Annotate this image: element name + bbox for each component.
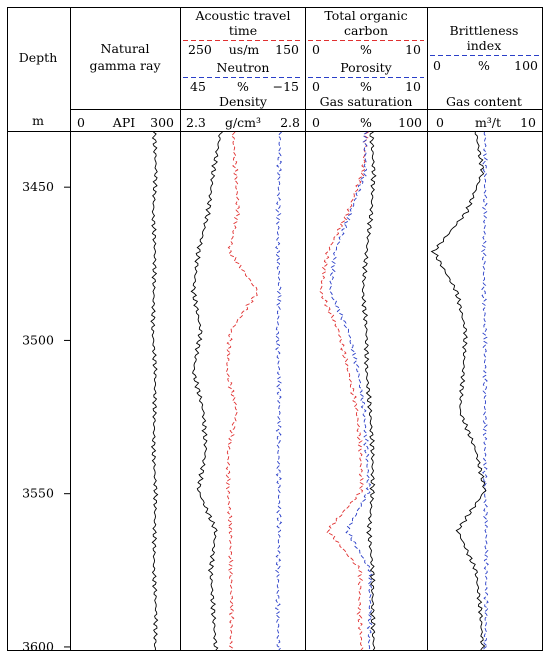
gas-content-scale-unit: m³/t: [474, 115, 502, 130]
brittleness-scale-max: 100: [514, 58, 538, 73]
neutron-curve: [276, 132, 282, 650]
neutron-title: Neutron: [216, 60, 270, 75]
toc-title-line2: carbon: [343, 23, 389, 38]
gas-saturation-curve: [362, 132, 376, 650]
acoustic-scale-min: 250: [188, 42, 212, 57]
log-curves: [151, 132, 488, 650]
toc-scale-unit: %: [360, 42, 372, 57]
brittleness-title-line1: Brittleness: [449, 23, 519, 38]
gamma-scale-min: 0: [77, 115, 85, 130]
density-title: Density: [219, 94, 267, 109]
porosity-curve: [330, 132, 373, 650]
acoustic-scale-unit: us/m: [228, 42, 260, 57]
density-curve: [191, 132, 222, 650]
gamma-scale-unit: API: [112, 115, 136, 130]
gas-content-curve: [432, 132, 486, 650]
depth-axis: [22, 179, 70, 654]
brittleness-title-line2: index: [466, 38, 502, 53]
acoustic-scale-max: 150: [275, 42, 299, 57]
gas-saturation-scale-unit: %: [360, 115, 372, 130]
gas-saturation-scale-max: 100: [398, 115, 422, 130]
depth-unit: m: [32, 113, 44, 128]
neutron-scale-min: 45: [190, 79, 206, 94]
depth-tick-label: 3600: [22, 638, 54, 654]
density-scale-max: 2.8: [280, 115, 300, 130]
gas-content-scale-max: 10: [520, 115, 536, 130]
density-scale-min: 2.3: [186, 115, 206, 130]
toc-scale-min: 0: [312, 42, 320, 57]
gas-content-title: Gas content: [446, 94, 522, 109]
natural-gamma-ray-curve: [151, 132, 158, 650]
porosity-scale-max: 10: [405, 79, 421, 94]
neutron-scale-max: −15: [272, 79, 299, 94]
porosity-scale-unit: %: [360, 79, 372, 94]
depth-title: Depth: [18, 50, 58, 65]
depth-tick-label: 3450: [22, 179, 54, 195]
brittleness-scale-min: 0: [433, 58, 441, 73]
brittleness-index-curve: [482, 132, 489, 650]
toc-title-line1: Total organic: [324, 8, 408, 23]
gas-saturation-title: Gas saturation: [319, 94, 413, 109]
gas-saturation-scale-min: 0: [312, 115, 320, 130]
gamma-title-line1: Natural: [100, 41, 150, 56]
brittleness-scale-unit: %: [478, 58, 490, 73]
porosity-scale-min: 0: [312, 79, 320, 94]
porosity-title: Porosity: [340, 60, 392, 75]
acoustic-title-line1: Acoustic travel: [195, 8, 291, 23]
gamma-scale-max: 300: [150, 115, 174, 130]
neutron-scale-unit: %: [237, 79, 249, 94]
acoustic-title-line2: time: [228, 23, 258, 38]
depth-tick-label: 3500: [22, 332, 54, 348]
density-scale-unit: g/cm³: [224, 115, 262, 130]
depth-tick-label: 3550: [22, 485, 54, 501]
gas-content-scale-min: 0: [436, 115, 444, 130]
toc-scale-max: 10: [405, 42, 421, 57]
acoustic-travel-time-curve: [226, 132, 257, 650]
gamma-title-line2: gamma ray: [89, 58, 161, 73]
